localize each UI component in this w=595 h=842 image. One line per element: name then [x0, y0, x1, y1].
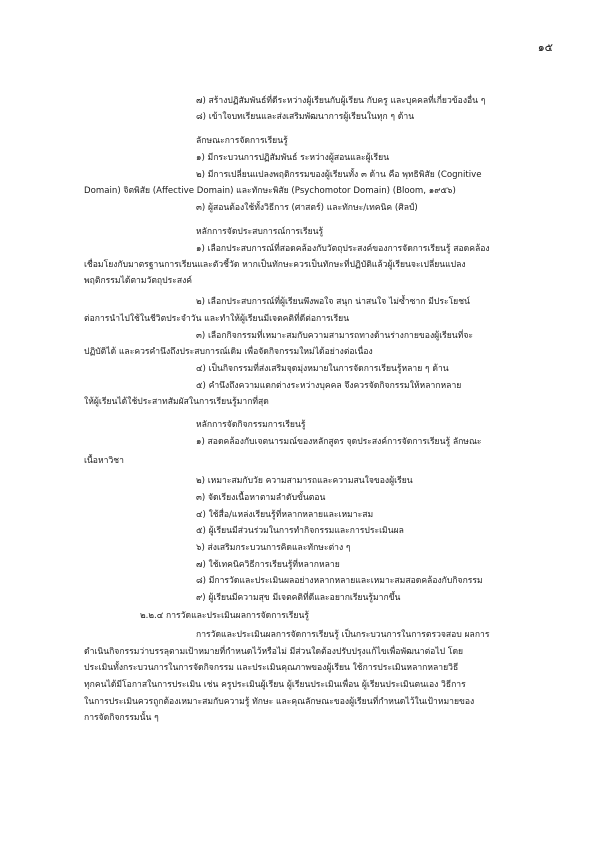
- paragraph-line: เชื่อมโยงกับมาตรฐานการเรียนและตัวชี้วัด หากเป็นทักษะควรเป็นทักษะที่ปฏิบัติแล้วผู้เรียนจะเปลี่ยนแปลง: [84, 260, 466, 270]
- paragraph-line: พฤติกรรมได้ตามวัตถุประสงค์: [84, 276, 193, 286]
- list-item: ๔) ใช้สื่อ/แหล่งเรียนรู้ที่หลากหลายและเหมาะสม: [196, 510, 374, 520]
- list-item: ๗) ใช้เทคนิควิธีการเรียนรู้ที่หลากหลาย: [196, 560, 340, 570]
- paragraph-line: Domain) จิตพิสัย (Affective Domain) และทักษะพิสัย (Psychomotor Domain) (Bloom, ๑๙๕๖): [84, 186, 456, 196]
- paragraph-line: ประเมินทั้งกระบวนการในการจัดกิจกรรม และประเมินคุณภาพของผู้เรียน ใช้การประเมินหลากหลายวิธี: [84, 663, 459, 673]
- list-item: ๑) มีกระบวนการปฏิสัมพันธ์ ระหว่างผู้สอนและผู้เรียน: [196, 153, 390, 163]
- list-item: ๙) ผู้เรียนมีความสุข มีเจตคติที่ดีและอยากเรียนรู้มากขึ้น: [196, 593, 401, 603]
- list-item: ๕) ผู้เรียนมีส่วนร่วมในการทำกิจกรรมและการประเมินผล: [196, 526, 404, 536]
- paragraph-line: ต่อการนำไปใช้ในชีวิตประจำวัน และทำให้ผู้เรียนมีเจตคติที่ดีต่อการเรียน: [84, 314, 350, 324]
- list-item: ๘) เข้าใจบทเรียนและส่งเสริมพัฒนาการผู้เรียนในทุก ๆ ด้าน: [196, 112, 415, 122]
- list-item: ๓) จัดเรียงเนื้อหาตามลำดับขั้นตอน: [196, 493, 326, 503]
- paragraph-line: ให้ผู้เรียนได้ใช้ประสาทสัมผัสในการเรียนรู้มากที่สุด: [84, 397, 269, 407]
- paragraph-line: เนื้อหาวิชา: [84, 456, 124, 466]
- section-heading: หลักการจัดกิจกรรมการเรียนรู้: [196, 420, 306, 430]
- subsection-heading: ๒.๒.๔ การวัดและประเมินผลการจัดการเรียนรู้: [140, 611, 309, 621]
- list-item: ๘) มีการวัดและประเมินผลอย่างหลากหลายและเหมาะสมสอดคล้องกับกิจกรรม: [196, 576, 483, 586]
- section-heading: หลักการจัดประสบการณ์การเรียนรู้: [196, 227, 324, 237]
- paragraph-line: ดำเนินกิจกรรมว่าบรรลุตามเป้าหมายที่กำหนดไว้หรือไม่ มีส่วนใดต้องปรับปรุงแก้ไขเพื่อพัฒนาต่อไป โดย: [84, 647, 464, 657]
- list-item: ๔) เป็นกิจกรรมที่ส่งเสริมจุดมุ่งหมายในการจัดการเรียนรู้หลาย ๆ ด้าน: [196, 364, 449, 374]
- section-heading: ลักษณะการจัดการเรียนรู้: [196, 136, 288, 146]
- paragraph-line: การวัดและประเมินผลการจัดการเรียนรู้ เป็นกระบวนการในการตรวจสอบ ผลการ: [196, 630, 490, 640]
- paragraph-line: ในการประเมินควรถูกต้องเหมาะสมกับความรู้ ทักษะ และคุณลักษณะของผู้เรียนที่กำหนดไว้ในเป้าหมายของ: [84, 697, 475, 707]
- paragraph-line: การจัดกิจกรรมนั้น ๆ: [84, 713, 159, 723]
- list-item: ๕) คำนึงถึงความแตกต่างระหว่างบุคคล จึงควรจัดกิจกรรมให้หลากหลาย: [196, 381, 462, 391]
- list-item: ๓) เลือกกิจกรรมที่เหมาะสมกับความสามารถทางด้านร่างกายของผู้เรียนที่จะ: [196, 331, 473, 341]
- list-item: ๗) สร้างปฏิสัมพันธ์ที่ดีระหว่างผู้เรียนกับผู้เรียน กับครู และบุคคลที่เกี่ยวข้องอื่น ๆ: [196, 96, 486, 106]
- page-number: ๑๕: [537, 41, 553, 54]
- paragraph-line: ทุกคนได้มีโอกาสในการประเมิน เช่น ครูประเมินผู้เรียน ผู้เรียนประเมินเพื่อน ผู้เรียนประเมินตนเอง วิธีการ: [84, 680, 466, 690]
- list-item: ๒) เหมาะสมกับวัย ความสามารถและความสนใจของผู้เรียน: [196, 476, 413, 486]
- list-item: ๒) มีการเปลี่ยนแปลงพฤติกรรมของผู้เรียนทั้ง ๓ ด้าน คือ พุทธิพิสัย (Cognitive: [196, 170, 482, 180]
- list-item: ๖) ส่งเสริมกระบวนการคิดและทักษะต่าง ๆ: [196, 543, 351, 553]
- list-item: ๑) สอดคล้องกับเจตนารมณ์ของหลักสูตร จุดประสงค์การจัดการเรียนรู้ ลักษณะ: [196, 437, 482, 447]
- list-item: ๒) เลือกประสบการณ์ที่ผู้เรียนพึงพอใจ สนุก น่าสนใจ ไม่ซ้ำซาก มีประโยชน์: [196, 297, 470, 307]
- list-item: ๓) ผู้สอนต้องใช้ทั้งวิธีการ (ศาสตร์) และทักษะ/เทคนิค (ศิลป์): [196, 203, 418, 213]
- paragraph-line: ปฏิบัติได้ และควรคำนึงถึงประสบการณ์เดิม เพื่อจัดกิจกรรมใหม่ได้อย่างต่อเนื่อง: [84, 347, 373, 357]
- list-item: ๑) เลือกประสบการณ์ที่สอดคล้องกับวัตถุประสงค์ของการจัดการเรียนรู้ สอดคล้อง: [196, 244, 490, 254]
